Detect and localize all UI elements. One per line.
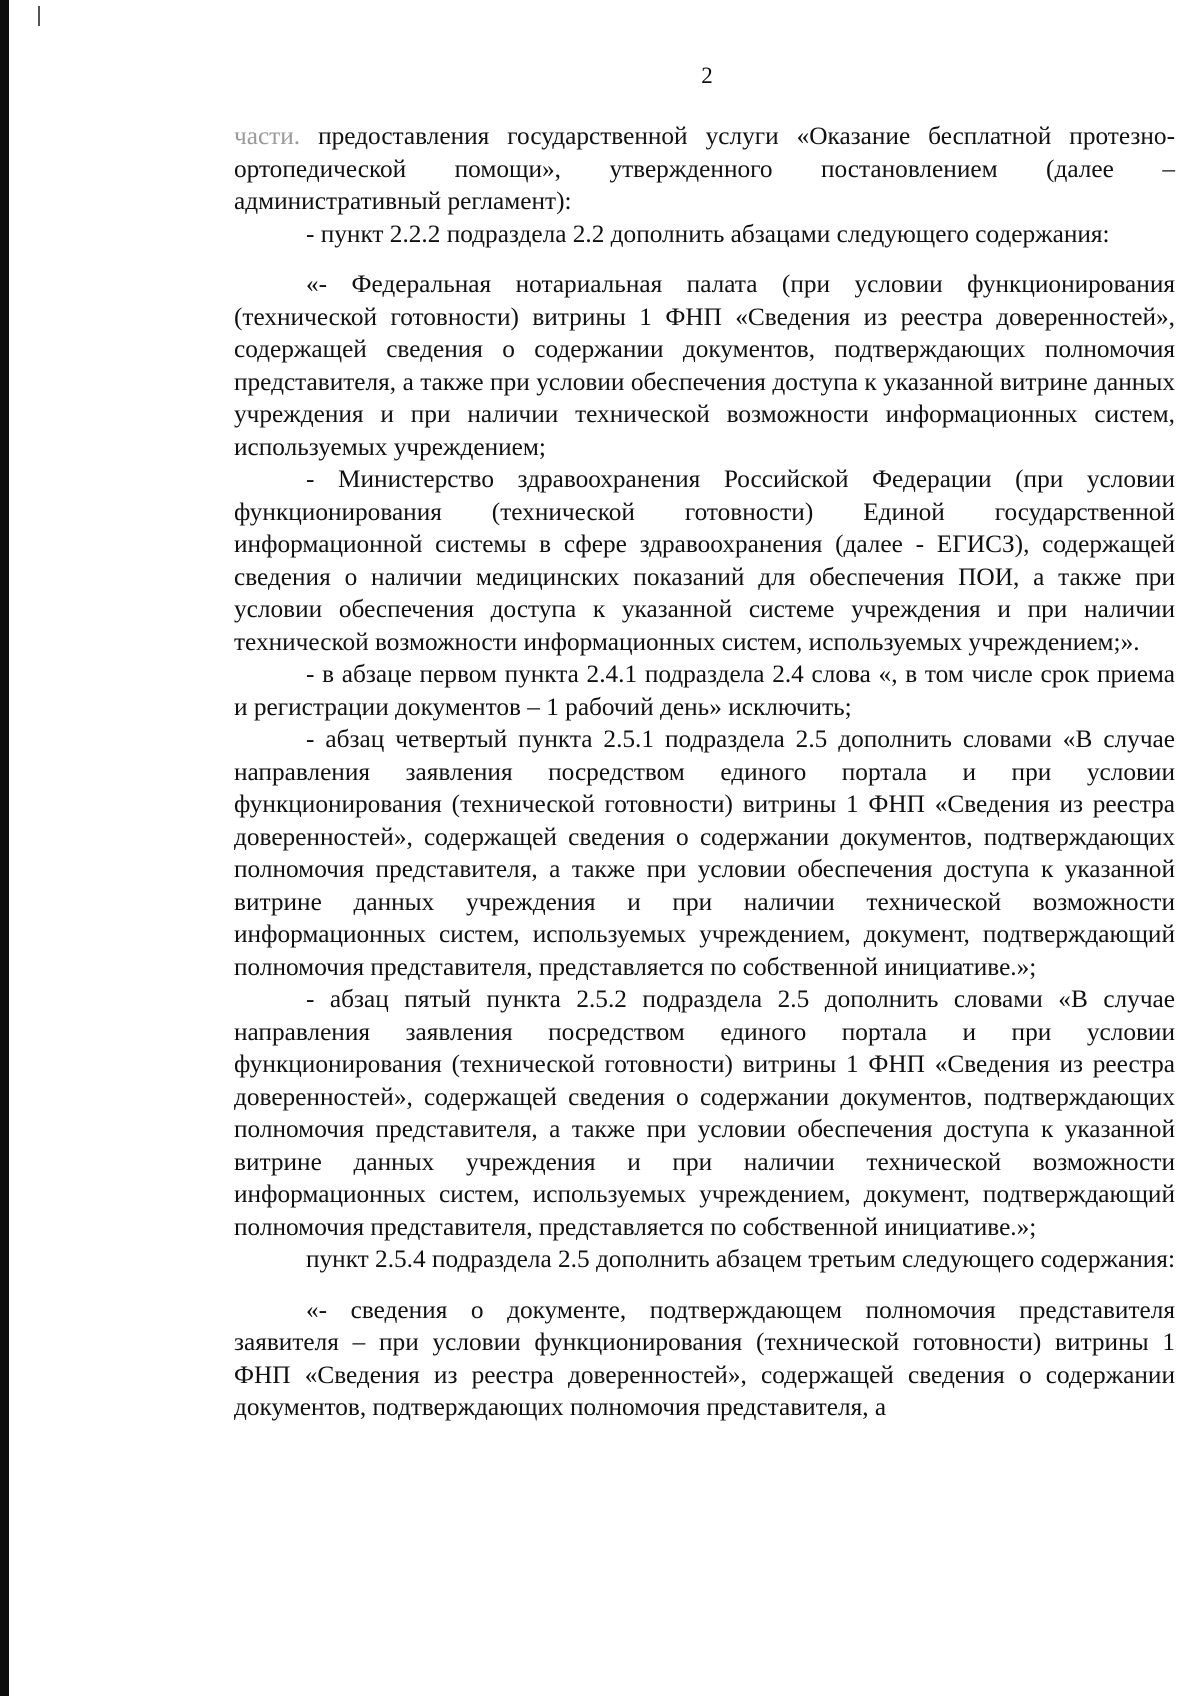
- paragraph-representative-info: «- сведения о документе, подтверждающем полномочия представителя заявителя – при условии функционирования (технической готовности) витрины 1 ФНП «Сведения из реестра доверенностей», содержащей сведения о содержании документов, подтверждающих полномочия представителя, а: [234, 1295, 1175, 1421]
- paragraph-item-2-5-2: - абзац пятый пункта 2.5.2 подраздела 2.5 дополнить словами «В случае направления заявления посредством единого портала и при условии функционирования (технической готовности) витрины 1 ФНП «Сведения из реестра доверенностей», содержащей сведения о содержании документов, подтверждающих полномочия представителя, а также при условии обеспечения доступа к указанной витрине данных учреждения и при наличии технической возможности информационных систем, используемых учреждением, документ, подтверждающий полномочия представителя, представляется по собственной инициативе.»;: [234, 985, 1175, 1241]
- faded-lead-text: части.: [234, 122, 301, 150]
- paragraph-text: предоставления государственной услуги «Оказание бесплатной протезно-ортопедической помощи», утвержденного постановлением (далее – административный регламент):: [234, 122, 1175, 215]
- scan-artifact-mark: [38, 6, 40, 26]
- paragraph-item-2-4-1: - в абзаце первом пункта 2.4.1 подраздела 2.4 слова «, в том числе срок приема и регистрации документов – 1 рабочий день» исключить;: [234, 660, 1175, 721]
- paragraph-ministry-health: - Министерство здравоохранения Российской Федерации (при условии функционирования (технической готовности) Единой государственной информационной системы в сфере здравоохранения (далее - ЕГИСЗ), содержащей сведения о наличии медицинских показаний для обеспечения ПОИ, а также при условии обеспечения доступа к указанной системе учреждения и при наличии технической возможности информационных систем, используемых учреждением;».: [234, 465, 1175, 656]
- paragraph-fnp-notary: «- Федеральная нотариальная палата (при условии функционирования (технической готовности) витрины 1 ФНП «Сведения из реестра доверенностей», содержащей сведения о содержании документов, подтверждающих полномочия представителя, а также при условии обеспечения доступа к указанной витрине данных учреждения и при наличии технической возможности информационных систем, используемых учреждением;: [234, 270, 1175, 461]
- paragraph-item-2-5-4: пункт 2.5.4 подраздела 2.5 дополнить абзацем третьим следующего содержания:: [306, 1245, 1175, 1273]
- page-number: 2: [701, 63, 713, 88]
- scan-left-edge: [0, 0, 9, 1696]
- paragraph-item-2-5-1: - абзац четвертый пункта 2.5.1 подраздела 2.5 дополнить словами «В случае направления заявления посредством единого портала и при условии функционирования (технической готовности) витрины 1 ФНП «Сведения из реестра доверенностей», содержащей сведения о содержании документов, подтверждающих полномочия представителя, а также при условии обеспечения доступа к указанной витрине данных учреждения и при наличии технической возможности информационных систем, используемых учреждением, документ, подтверждающий полномочия представителя, представляется по собственной инициативе.»;: [234, 725, 1175, 981]
- document-body: [234, 120, 1175, 1424]
- paragraph-item-2-2-2: - пункт 2.2.2 подраздела 2.2 дополнить абзацами следующего содержания:: [306, 219, 1110, 248]
- paragraph-continuation: [234, 120, 1175, 218]
